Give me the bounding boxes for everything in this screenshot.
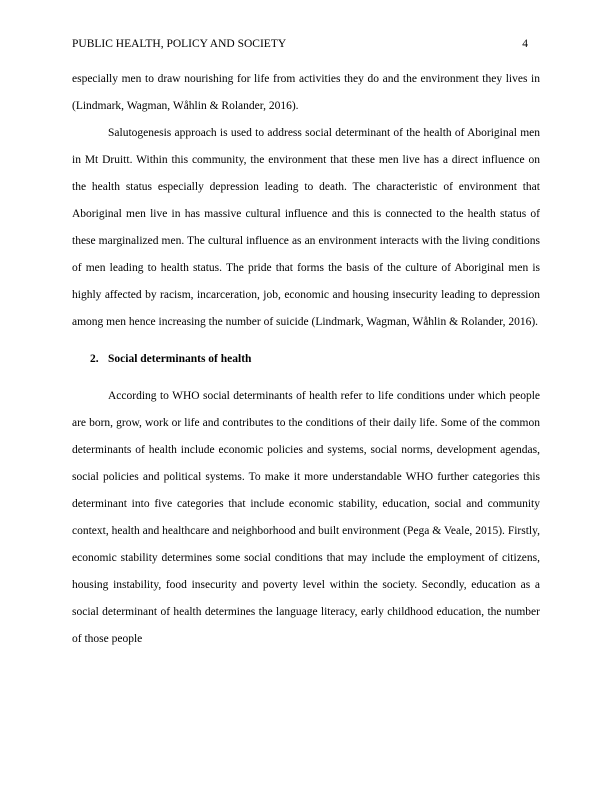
section-number: 2. (90, 353, 99, 365)
page-number: 4 (522, 38, 528, 50)
page-header (72, 36, 540, 52)
running-head: PUBLIC HEALTH, POLICY AND SOCIETY (72, 38, 287, 50)
paragraph-salutogenesis: Salutogenesis approach is used to address social determinant of the health of Aboriginal men in Mt Druitt. Within this community, the environment that these men live has a direct influence on the health status especially depression leading to death. The characteristic of environment that Aboriginal men live in has massive cultural influence and this is connected to the health status of these marginalized men. The cultural influence as an environment interacts with the living conditions of men leading to health status. The pride that forms the basis of the culture of Aboriginal men is highly affected by racism, incarceration, job, economic and housing insecurity leading to depression among men hence increasing the number of suicide (Lindmark, Wagman, Wåhlin & Rolander, 2016). (72, 127, 540, 328)
section-heading (72, 346, 540, 373)
paragraph-continuation: especially men to draw nourishing for life from activities they do and the environment they lives in (Lindmark, Wagman, Wåhlin & Rolander, 2016). (72, 73, 540, 112)
section-title: Social determinants of health (108, 353, 252, 365)
paragraph-social-determinants: According to WHO social determinants of health refer to life conditions under which people are born, grow, work or life and contributes to the conditions of their daily life. Some of the common determinants of health include economic policies and systems, social norms, development agendas, social policies and political systems. To make it more understandable WHO further categories this determinant into five categories that include economic stability, education, social and community context, health and healthcare and neighborhood and built environment (Pega & Veale, 2015). Firstly, economic stability determines some social conditions that may include the employment of citizens, housing instability, food insecurity and poverty level within the society. Secondly, education as a social determinant of health determines the language literacy, early childhood education, the number of those people (72, 390, 540, 645)
document-body (72, 66, 540, 653)
